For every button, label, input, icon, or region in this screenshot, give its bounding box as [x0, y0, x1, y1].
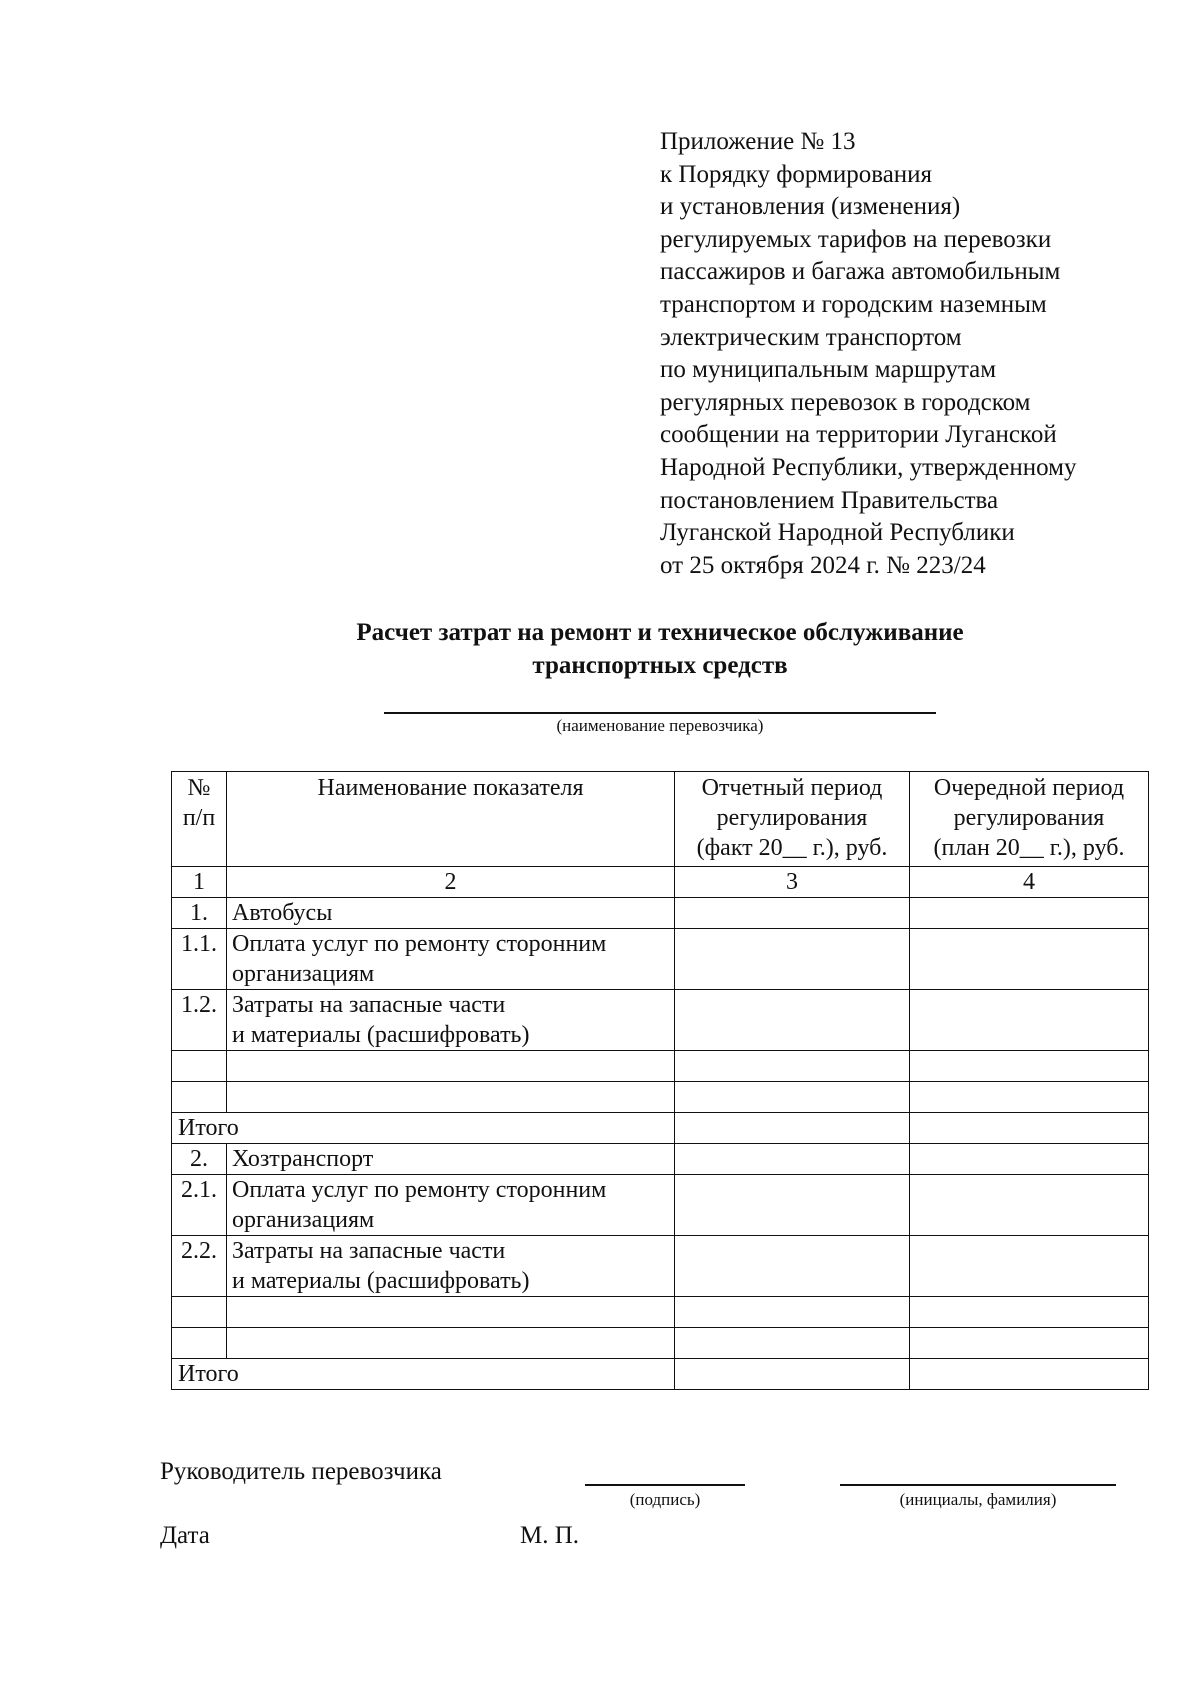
row-index[interactable] — [172, 1297, 227, 1328]
appendix-line: электрическим транспортом — [660, 323, 962, 351]
reported-total-cell[interactable] — [675, 1113, 910, 1144]
next-value-cell[interactable] — [910, 1051, 1149, 1082]
column-number: 4 — [910, 867, 1149, 898]
full-name-line[interactable] — [840, 1484, 1116, 1486]
header-next-period — [910, 772, 1149, 867]
row-name — [227, 1175, 675, 1236]
header-reported-line: Отчетный период — [701, 775, 883, 801]
table-row-empty — [172, 1051, 1149, 1082]
appendix-line: от 25 октября 2024 г. № 223/24 — [660, 551, 986, 579]
reported-value-cell[interactable] — [675, 1175, 910, 1236]
row-index[interactable] — [172, 1051, 227, 1082]
row-index: 2.2. — [172, 1236, 227, 1297]
row-name — [227, 990, 675, 1051]
table-row — [172, 898, 1149, 929]
row-name-line: Затраты на запасные части — [232, 1238, 506, 1264]
table-row — [172, 1236, 1149, 1297]
row-name-line: организациям — [232, 961, 375, 987]
row-name — [227, 1236, 675, 1297]
header-indicator-name — [227, 772, 675, 867]
row-name[interactable] — [227, 1082, 675, 1113]
next-total-cell[interactable] — [910, 1359, 1149, 1390]
row-index[interactable] — [172, 1328, 227, 1359]
signature-line[interactable] — [585, 1484, 745, 1486]
total-label: Итого — [172, 1113, 675, 1144]
row-index: 1.1. — [172, 929, 227, 990]
row-index: 2.1. — [172, 1175, 227, 1236]
title-line-2: транспортных средств — [532, 652, 788, 679]
head-of-carrier-label: Руководитель перевозчика — [160, 1458, 442, 1485]
appendix-note — [660, 126, 1180, 582]
full-name-caption: (инициалы, фамилия) — [899, 1490, 1057, 1509]
table-row-empty — [172, 1328, 1149, 1359]
appendix-line: Луганской Народной Республики — [660, 519, 1015, 547]
total-row — [172, 1113, 1149, 1144]
column-number: 3 — [675, 867, 910, 898]
row-name — [227, 929, 675, 990]
header-name-line: Наименование показателя — [317, 775, 584, 801]
table-row — [172, 1175, 1149, 1236]
appendix-line: постановлением Правительства — [660, 486, 999, 514]
next-value-cell[interactable] — [910, 1297, 1149, 1328]
appendix-line: по муниципальным маршрутам — [660, 356, 997, 384]
header-number — [172, 772, 227, 867]
reported-value-cell[interactable] — [675, 1297, 910, 1328]
appendix-line: транспортом и городским наземным — [660, 290, 1047, 318]
row-name[interactable] — [227, 1051, 675, 1082]
table-row — [172, 990, 1149, 1051]
reported-value-cell[interactable] — [675, 929, 910, 990]
row-name-line: Затраты на запасные части — [232, 992, 506, 1018]
row-name[interactable] — [227, 1328, 675, 1359]
stamp-label: М. П. — [520, 1522, 580, 1549]
next-value-cell[interactable] — [910, 1328, 1149, 1359]
document-title — [160, 616, 1160, 682]
next-value-cell[interactable] — [910, 990, 1149, 1051]
row-name-line: Оплата услуг по ремонту сторонним — [232, 1177, 607, 1203]
table-row — [172, 1144, 1149, 1175]
carrier-name-caption: (наименование перевозчика) — [556, 716, 764, 735]
reported-total-cell[interactable] — [675, 1359, 910, 1390]
appendix-line: к Порядку формирования — [660, 160, 933, 188]
next-value-cell[interactable] — [910, 1082, 1149, 1113]
header-reported-line: регулирования — [716, 805, 868, 831]
row-index: 1.2. — [172, 990, 227, 1051]
row-name-line: и материалы (расшифровать) — [232, 1268, 530, 1294]
carrier-name-line — [384, 712, 936, 714]
reported-value-cell[interactable] — [675, 990, 910, 1051]
reported-value-cell[interactable] — [675, 1236, 910, 1297]
reported-value-cell[interactable] — [675, 1051, 910, 1082]
row-name-line: Хозтранспорт — [232, 1146, 374, 1172]
header-reported-line: (факт 20__ г.), руб. — [696, 835, 888, 861]
appendix-line: регулярных перевозок в городском — [660, 388, 1031, 416]
reported-value-cell[interactable] — [675, 898, 910, 929]
row-name-line: организациям — [232, 1207, 375, 1233]
row-index[interactable] — [172, 1082, 227, 1113]
appendix-line: Народной Республики, утвержденному — [660, 453, 1077, 481]
reported-value-cell[interactable] — [675, 1328, 910, 1359]
next-value-cell[interactable] — [910, 929, 1149, 990]
header-next-line: Очередной период — [933, 775, 1125, 801]
header-reported-period — [675, 772, 910, 867]
total-row — [172, 1359, 1149, 1390]
next-total-cell[interactable] — [910, 1113, 1149, 1144]
table-header-row — [172, 772, 1149, 867]
next-value-cell[interactable] — [910, 1144, 1149, 1175]
appendix-line: регулируемых тарифов на перевозки — [660, 225, 1052, 253]
reported-value-cell[interactable] — [675, 1082, 910, 1113]
row-index: 1. — [172, 898, 227, 929]
reported-value-cell[interactable] — [675, 1144, 910, 1175]
row-name-line: Автобусы — [232, 900, 333, 926]
appendix-line: сообщении на территории Луганской — [660, 421, 1057, 449]
costs-table — [171, 771, 1149, 1390]
column-number-row — [172, 867, 1149, 898]
header-number-line: № — [187, 775, 211, 801]
column-number: 2 — [227, 867, 675, 898]
appendix-line: и установления (изменения) — [660, 193, 961, 221]
row-name-line: Оплата услуг по ремонту сторонним — [232, 931, 607, 957]
row-name-line: и материалы (расшифровать) — [232, 1022, 530, 1048]
table-row-empty — [172, 1082, 1149, 1113]
total-label: Итого — [172, 1359, 675, 1390]
row-index: 2. — [172, 1144, 227, 1175]
header-next-line: регулирования — [953, 805, 1105, 831]
next-value-cell[interactable] — [910, 898, 1149, 929]
header-next-line: (план 20__ г.), руб. — [933, 835, 1125, 861]
appendix-line: пассажиров и багажа автомобильным — [660, 258, 1061, 286]
next-value-cell[interactable] — [910, 1175, 1149, 1236]
column-number: 1 — [172, 867, 227, 898]
table-row — [172, 929, 1149, 990]
signature-caption: (подпись) — [629, 1490, 701, 1509]
appendix-line: Приложение № 13 — [660, 128, 856, 155]
header-number-line: п/п — [182, 805, 216, 831]
next-value-cell[interactable] — [910, 1236, 1149, 1297]
date-label: Дата — [160, 1522, 210, 1549]
title-line-1: Расчет затрат на ремонт и техническое обслуживание — [356, 619, 964, 646]
row-name[interactable] — [227, 1297, 675, 1328]
row-name — [227, 898, 675, 929]
table-row-empty — [172, 1297, 1149, 1328]
row-name — [227, 1144, 675, 1175]
